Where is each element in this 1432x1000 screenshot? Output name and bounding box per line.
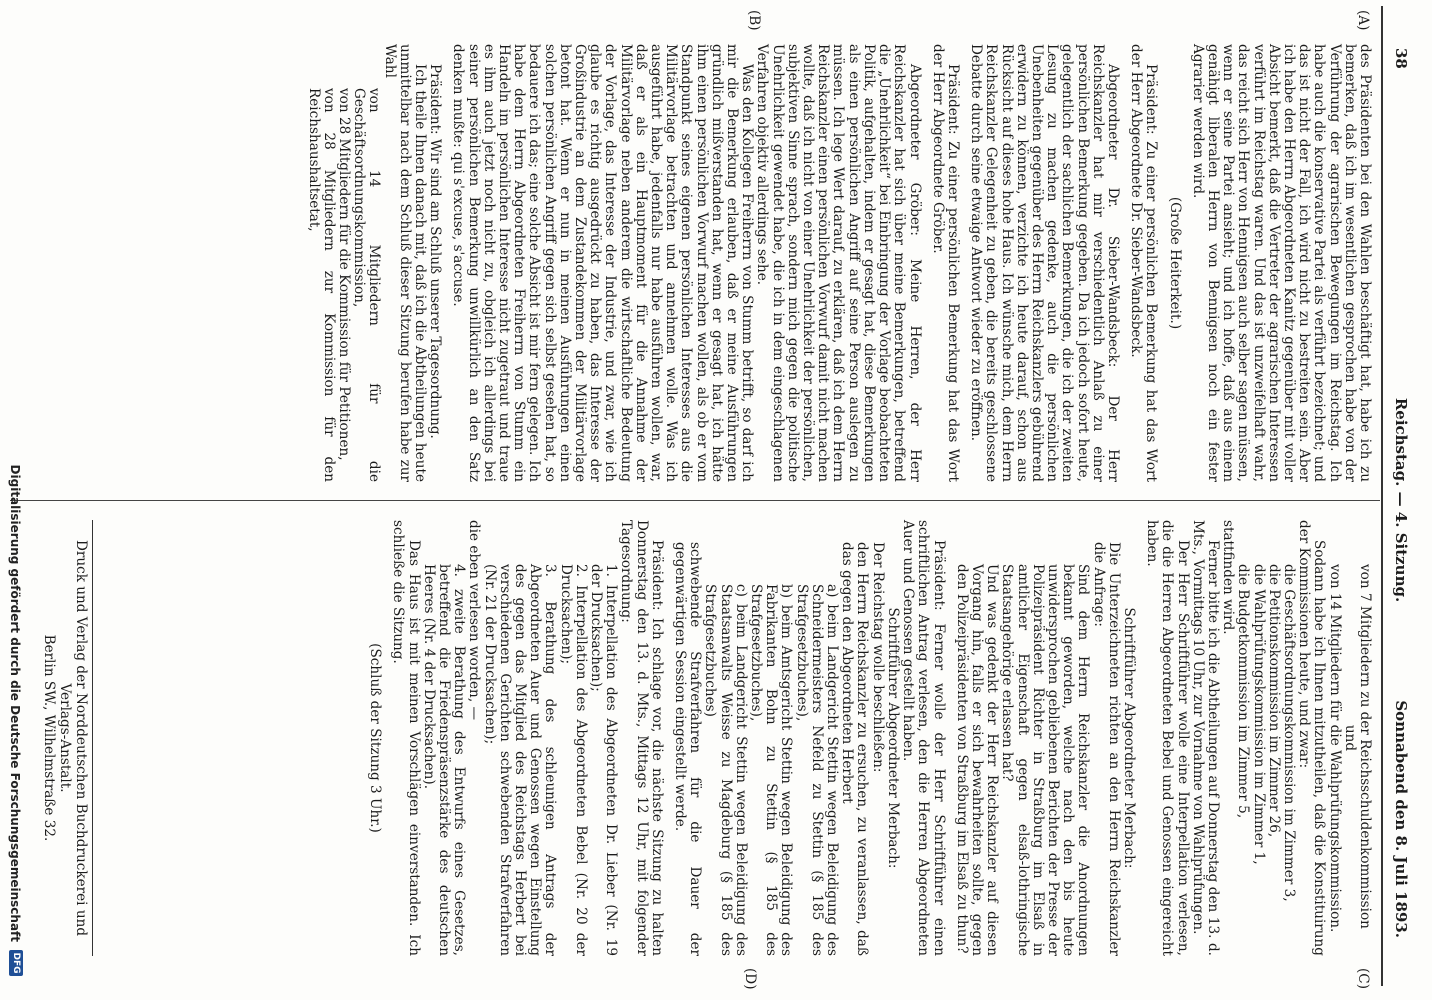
imprint-rule [92,520,93,956]
list-item: die Wahlprüfungskommission im Zimmer 1, [1250,564,1267,865]
page-header [1388,0,1410,1000]
paragraph: Sodann habe ich Ihnen mitzutheilen, daß die Konstituirung der Kommissionen heute, und zwar: [1296,520,1328,956]
left-column [305,44,1372,482]
paragraph: Abgeordneter Gröber: Meine Herren, der Herr Reichskanzler hat sich über meine Bemerkungen, betreffend die „Unehrlichkeit“ bei Einbringung der Vorlage beobachteten Politik, aufgehalten, indem er gesagt hat, diese Bemerkungen als einen persönlichen Angriff auf seine Person auslegen zu müssen. Ich lege Wert darauf, zu erklären, daß ich dem Herrn Reichskanzler einen persönlichen Vorwurf damit nicht machen wollte, daß ich nicht von einer Unehrlichkeit der persönlichen, subjektiven Sinne sprach, sondern mich gegen die politische Unehrlichkeit gewendet habe, die ich in dem eingeschlagenen Verfahren objektiv allerdings sehe. [754,44,923,482]
running-title: Reichstag. — 4. Sitzung. [1392,397,1410,603]
imprint [41,520,89,956]
paragraph: Präsident: Ferner wolle der Herr Schriftführer einen schriftlichen Antrag verlesen, den die Herren Abgeordneten Auer und Genossen gestellt haben. [900,520,947,956]
list-item: die Budgetkommission im Zimmer 5, [1235,564,1252,819]
dfg-logo-icon: DFG [9,950,23,976]
paragraph: Präsident: Zu einer persönlichen Bemerkung hat das Wort der Herr Abgeordnete Gröber. [929,44,961,482]
margin-mark-c: (C) [1355,968,1371,990]
paragraph: des Präsidenten bei den Wahlen beschäftigt hat, habe ich zu bemerken, daß ich im wesentlichen gesprochen habe von der Verführung der agrarischen Bewegungen im Reichstag. Ich habe auch die konservative Partei als verführt bezeichnet; und das ist nicht der Fall, ich wird nicht zu bestreiten sein. Aber ich habe den Herrn Abgeordneten Kanitz gegenüber mit voller Absicht bemerkt, daß die Vertreter der agrarischen Interessen verführt im Reichstag waren. Und das ist unzweifelhaft wahr, das reicht sich Herr von Hennigsen auch selber sagen müssen, wenn er seine Partei ansieht; und ich hoffe, daß aus einem genähigt liberalen Herrn von Bennigsen noch ein fester Agrarier werden wird. [1189,44,1373,482]
paragraph: Was den Kollegen Freiherrn von Stumm betrifft, so darf ich mir die Bemerkung erlauben, daß er meine Ausführungen gründlich mißverstanden hat, wenn er gesagt hat, ich hätte ihm einen persönlichen Vorwurf machen wollen, als ob er vom Standpunkt seines eigenen persönlichen Interesses aus die Militärvorlage betrachten und annehmen wolle. Was ich ausgeführt habe, jedenfalls nur habe ausführen wollen, war, daß er als ein Hauptmoment für die Annahme der Militärvorlage neben anderem die wirtschaftliche Bedeutung der Vorlage, das Interesse der Industrie, und zwar, wie ich glaube es richtig ausgedrückt zu haben, das Interesse der Großindustrie an dem Zustandekommen der Militärvorlage betont hat. Wenn er nun in meinen Ausführungen einen solchen persönlichen Angriff gegen sich selbst gesehen hat, so bedauere ich das; eine solche Absicht ist mir fern gelegen. Ich habe dem Herrn Abgeordneten Freiherrn von Stumm ein Handeln im persönlichen Interesse nicht zugetraut und traue es ihm auch jetzt noch nicht zu, obgleich ich allerdings bei seiner persönlichen Bemerkung unwillkürlich an den Satz denken mußte: qui s'excuse, s'accuse. [450,44,756,482]
page-number: 38 [1392,48,1410,69]
speaker: Schriftführer Abgeordneter Merbach: [1120,607,1137,869]
list-item: von 28 Mitgliedern zur Kommission für den Reichshaushaltsetat, [305,88,337,482]
paragraph: stattfinden wird. [1220,520,1237,635]
paragraph: Der Reichstag wolle beschließen: [869,542,886,773]
list-item: c) beim Landgericht Stettin wegen Beleidigung des Staatsanwalts Weisse zu Magdeburg (§ 185 des Strafgesetzbuches) [702,584,749,956]
speaker: Schriftführer Abgeordneter Merbach: [884,607,901,869]
right-column [367,520,1372,956]
funding-credit: Digitalisierung gefördert durch die Deutsche Forschungsgemeinschaft [8,464,22,942]
paragraph: Präsident: Wir sind am Schluß unserer Tagesordnung. [427,64,444,439]
margin-mark-d: (D) [742,968,758,990]
list-item: 3. Berathung des schleunigen Antrags der Abgeordneten Auer und Genossen wegen Einstellung des gegen das Mitglied des Reichstags Herbert bei verschiedenen Gerichten schwebenden Strafverfahren (Nr. 21 der Drucksachen); [481,564,559,956]
list-item: von 14 Mitgliedern für die Geschäftsordnungskommission, [351,88,383,482]
list-item: 2. Interpellation des Abgeordneten Bebel (Nr. 20 der Drucksachen); [557,564,589,956]
imprint-line: Druck und Verlag der Norddeutschen Buchdruckerei und Verlags-Anstalt. [57,539,89,937]
paragraph: Die Unterzeichneten richten an den Herrn Reichskanzler die Anfrage: [1090,542,1122,956]
imprint-line: Berlin SW., Wilhelmstraße 32. [41,634,57,842]
list-item: 1. Interpellation des Abgeordneten Dr. Lieber (Nr. 19 der Drucksachen); [588,564,620,956]
paragraph: Präsident: Ich schlage vor, die nächste Sitzung zu halten Donnerstag den 13. d. Mts., Mittags 12 Uhr, mit folgender Tagesordnung: [618,520,665,956]
paragraph: schwebende Strafverfahren für die Dauer der gegenwärtigen Session eingestellt werde. [672,542,704,956]
list-item: von 7 Mitgliedern zu der Reichsschuldenkommission [1357,564,1373,929]
paragraph: Der Herr Schriftführer wolle eine Interpellation verlesen, die die Herren Abgeordneten Bebel und Genossen eingereicht haben. [1144,520,1191,956]
session-date: Sonnabend den 8. Juli 1893. [1392,700,1410,938]
column-divider [10,500,1380,501]
margin-mark-a: (A) [1355,10,1371,31]
closing-note: (Schluß der Sitzung 3 Uhr.) [367,643,384,833]
paragraph: Und was gedenkt der Herr Reichskanzler auf diesen Vorgang hin, falls er sich bewahrheiten sollte, gegen den Polizeipräsidenten von Straßburg im Elsaß zu thun? [953,564,1001,956]
paragraph: Abgeordneter Dr. Sieber-Wandsbeck: Der Herr Reichskanzler hat mir verschiedentlich Anlaß zu einer persönlichen Bemerkung gegeben. Da ich jedoch sofort heute, gelegentlich der sachlichen Bemerkungen, die ich der zweiten Lesung zu machen gedenke, auch die persönlichen Unebenheiten gegenüber des Herrn Reichskanzlers gebührend erwidern zu können, verzichte ich heute darauf, schon aus Rücksicht auf dieses hohe Haus. Ich wünsche mich, dem Herrn Reichskanzler Gelegenheit zu geben, die bereits geschlossene Debatte durch seine etwaige Antwort wieder zu eröffnen. [968,44,1121,482]
list-item: die Geschäftsordnungskommission im Zimmer 3, [1280,564,1297,902]
list-item: b) beim Amtsgericht Stettin wegen Beleidigung des Fabrikanten Bohn zu Stettin (§ 185 des Strafgesetzbuches), [748,584,795,956]
paragraph: die eben verlesen worden, — [466,520,483,721]
paragraph: Sind dem Herrn Reichskanzler die Anordnungen bekannt geworden, welche nach den bis heute unwidersprochen gebliebenen Berichten der Presse der Polizeipräsident Richter in Straßburg im Elsaß in amtlicher Eigenschaft gegen elsaß-lothringische Staatsangehörige erlassen hat? [999,564,1092,956]
list-item: und [1341,724,1358,752]
digitization-footer [2,20,22,980]
interjection: (Große Heiterkeit.) [1166,196,1183,330]
list-item: von 28 Mitgliedern für die Kommission für Petitionen, [336,88,352,461]
paragraph: Das Haus ist mit meinen Vorschlägen einverstanden. Ich schließe die Sitzung. [390,520,422,956]
paragraph: Ich theile Ihnen danach mit, daß ich die Abtheilungen heute unmittelbar nach dem Schluß dieser Sitzung berufen habe zur Wahl [381,44,429,482]
paragraph: Ferner bitte ich die Abtheilungen auf Donnerstag den 13. d. Mts., Vormittags 10 Uhr, zur Vornahme von Wahlprüfungen. [1189,520,1221,956]
list-item: 4. zweite Berathung des Entwurfs eines Gesetzes, betreffend die Friedenspräsenzstärke des deutschen Heeres (Nr. 4 der Drucksachen). [420,564,468,956]
paragraph: den Herrn Reichskanzler zu ersuchen, zu veranlassen, daß das gegen den Abgeordneten Herbert [839,542,871,956]
margin-mark-b: (B) [746,10,762,31]
header-rule [1381,6,1383,986]
paragraph: Präsident: Zu einer persönlichen Bemerkung hat das Wort der Herr Abgeordnete Dr. Sieber-Wandsbeck. [1128,44,1160,482]
list-item: von 14 Mitgliedern für die Wahlprüfungskommission. [1326,564,1343,933]
list-item: die Petitionskommission im Zimmer 26, [1265,564,1282,838]
list-item: a) beim Landgericht Stettin wegen Beleidigung des Schneidermeisters Nefeld zu Stettin (§ 185 des Strafgesetzbuches), [793,584,841,956]
